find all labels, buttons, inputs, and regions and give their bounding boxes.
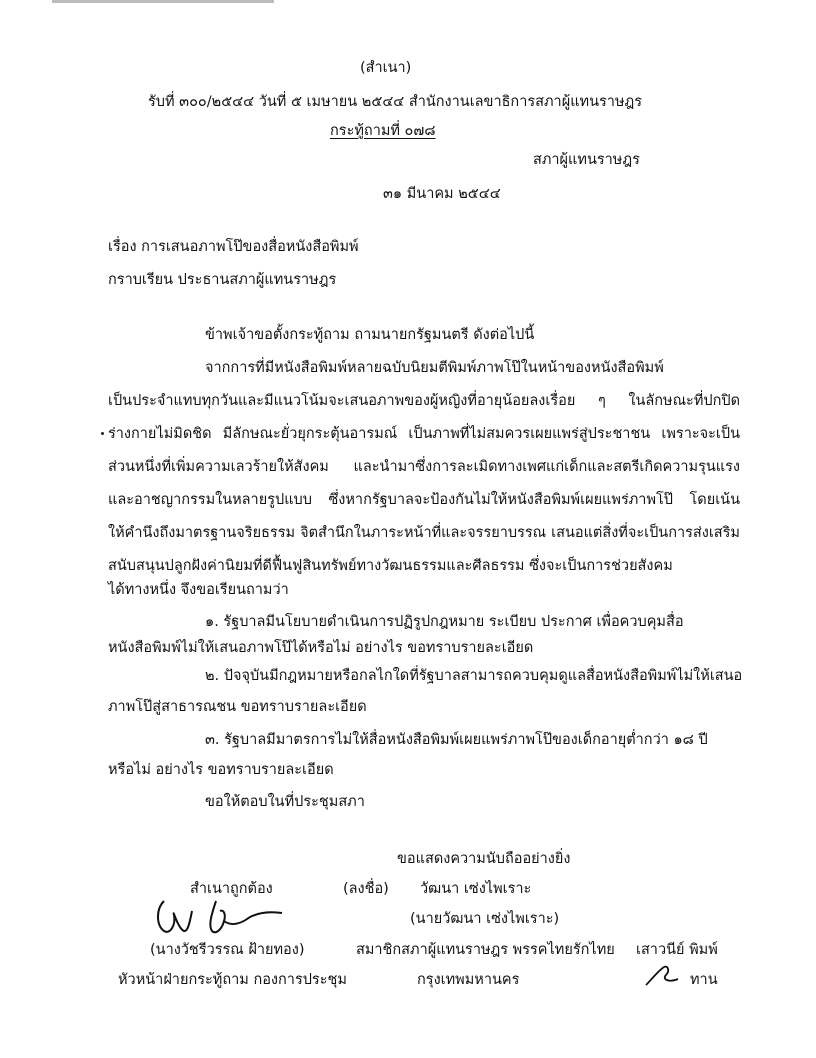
copy-label: (สำเนา)	[360, 60, 412, 76]
checker-label: ทาน	[690, 972, 718, 988]
addressee-line: กราบเรียน ประธานสภาผู้แทนราษฎร	[108, 272, 337, 288]
question-2-line-1: ๒. ปัจจุบันมีกฎหมายหรือกลไกใดที่รัฐบาลสามารถควบคุมดูแลสื่อหนังสือพิมพ์ไม่ให้เสนอ	[205, 668, 743, 684]
certified-copy-label: สำเนาถูกต้อง	[190, 881, 273, 897]
paragraph-line: และอาชญากรรมในหลายรูปแบบ ซึ่งหากรัฐบาลจะป้องกันไม่ให้หนังสือพิมพ์เผยแพร่ภาพโป๊ โดยเน้น	[108, 492, 740, 508]
signer-province: กรุงเทพมหานคร	[417, 972, 520, 988]
paragraph-line: ได้ทางหนึ่ง จึงขอเรียนถามว่า	[108, 582, 289, 598]
scan-edge-mark	[52, 0, 274, 3]
certifier-title: หัวหน้าฝ่ายกระทู้ถาม กองการประชุม	[118, 972, 347, 988]
subject-line: เรื่อง การเสนอภาพโป๊ของสื่อหนังสือพิมพ์	[108, 239, 359, 255]
question-1-line-1: ๑. รัฐบาลมีนโยบายดำเนินการปฏิรูปกฎหมาย ระเบียบ ประกาศ เพื่อควบคุมสื่อ	[205, 614, 684, 630]
intro-line: ข้าพเจ้าขอตั้งกระทู้ถาม ถามนายกรัฐมนตรี ดังต่อไปนี้	[205, 327, 535, 343]
paragraph-line: ส่วนหนึ่งที่เพิ่มความเลวร้ายให้สังคม และนำมาซึ่งการละเมิดทางเพศแก่เด็กและสตรีเกิดความรุนแรง	[108, 459, 740, 475]
question-1-line-2: หนังสือพิมพ์ไม่ให้เสนอภาพโป๊ได้หรือไม่ อย่างไร ขอทราบรายละเอียด	[108, 640, 534, 656]
paragraph-line: สนับสนุนปลูกฝังค่านิยมที่ดีฟื้นฟูสินทรัพย์ทางวัฒนธรรมและศีลธรรม ซึ่งจะเป็นการช่วยสังคม	[108, 558, 673, 574]
checker-initials	[642, 961, 682, 989]
paragraph-line: ร่างกายไม่มิดชิด มีลักษณะยั่วยุกระตุ้นอารมณ์ เป็นภาพที่ไม่สมควรเผยแพร่สู่ประชาชน เพราะจะเป็น	[108, 426, 740, 442]
typist-label: เสาวนีย์ พิมพ์	[636, 942, 718, 958]
received-line: รับที่ ๓๐๐/๒๕๔๔ วันที่ ๕ เมษายน ๒๕๔๔ สำนักงานเลขาธิการสภาผู้แทนราษฎร	[148, 94, 643, 110]
paragraph-line: จากการที่มีหนังสือพิมพ์หลายฉบับนิยมตีพิมพ์ภาพโป๊ในหน้าของหนังสือพิมพ์	[205, 360, 664, 376]
document-date: ๓๑ มีนาคม ๒๕๔๔	[383, 186, 501, 202]
signer-title: สมาชิกสภาผู้แทนราษฎร พรรคไทยรักไทย	[356, 942, 615, 958]
question-3-line-2: หรือไม่ อย่างไร ขอทราบรายละเอียด	[108, 762, 334, 778]
question-2-line-2: ภาพโป๊สู่สาธารณชน ขอทราบรายละเอียด	[108, 699, 367, 715]
question-3-line-1: ๓. รัฐบาลมีมาตรการไม่ให้สื่อหนังสือพิมพ์เผยแพร่ภาพโป๊ของเด็กอายุต่ำกว่า ๑๘ ปี	[205, 732, 708, 748]
place-line: สภาผู้แทนราษฎร	[533, 152, 640, 168]
scan-speck	[101, 432, 104, 435]
question-number: กระทู้ถามที่ ๐๗๘	[330, 123, 436, 139]
signer-full-name: (นายวัฒนา เซ่งไพเราะ)	[410, 911, 560, 927]
closing-request: ขอให้ตอบในที่ประชุมสภา	[205, 794, 365, 810]
paragraph-line: เป็นประจำแทบทุกวันและมีแนวโน้มจะเสนอภาพของผู้หญิงที่อายุน้อยลงเรื่อย ๆ ในลักษณะที่ปกปิด	[108, 393, 740, 409]
certifier-signature	[150, 895, 300, 940]
respect-line: ขอแสดงความนับถืออย่างยิ่ง	[397, 851, 571, 867]
signer-name: วัฒนา เซ่งไพเราะ	[420, 881, 532, 897]
paragraph-line: ให้คำนึงถึงมาตรฐานจริยธรรม จิตสำนึกในภาระหน้าที่และจรรยาบรรณ เสนอแต่สิ่งที่จะเป็นการส่งเสริม	[108, 525, 740, 541]
signed-label: (ลงชื่อ)	[343, 881, 389, 897]
certifier-name: (นางวัชรีวรรณ ฝ้ายทอง)	[150, 942, 305, 958]
